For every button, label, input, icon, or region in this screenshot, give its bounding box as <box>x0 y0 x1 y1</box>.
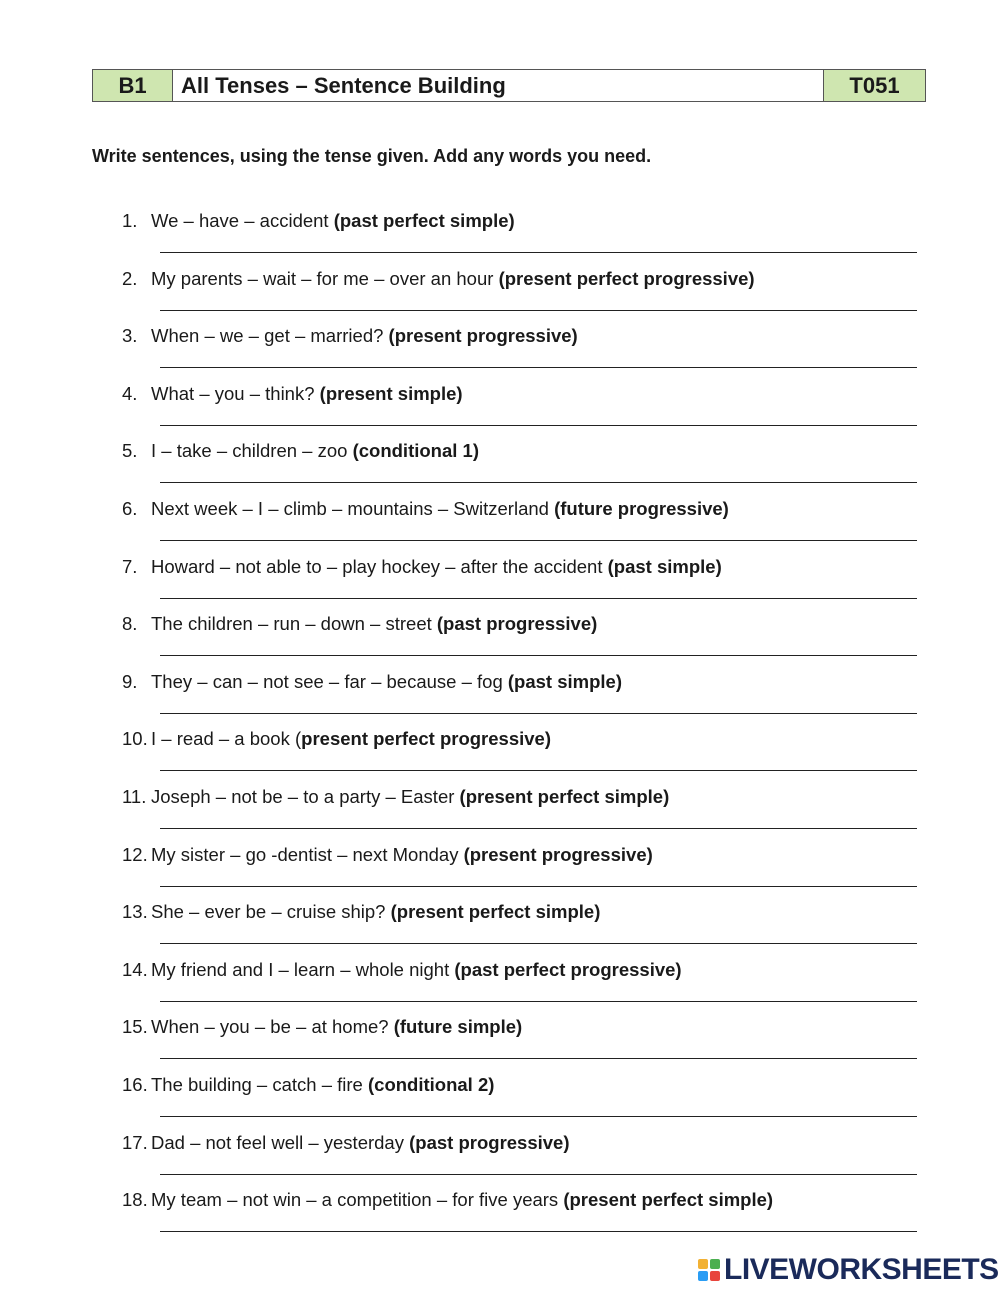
item-prompt <box>151 1072 494 1098</box>
tense-label: (present perfect simple) <box>563 1189 774 1211</box>
prompt-words: What – you – think? <box>151 382 320 404</box>
worksheet-code: T051 <box>824 70 925 101</box>
liveworksheets-logo-icon <box>698 1259 720 1281</box>
prompt-words: She – ever be – cruise ship? <box>151 901 391 923</box>
item-number: 11. <box>122 786 147 807</box>
prompt-words: My parents – wait – for me – over an hour <box>151 267 499 289</box>
exercise-item <box>0 842 1000 900</box>
item-number: 15. <box>122 1016 148 1038</box>
item-number: 4. <box>122 382 138 404</box>
exercise-item <box>0 1014 1000 1072</box>
item-prompt <box>151 784 669 810</box>
prompt-words: My friend and I – learn – whole night <box>151 958 455 980</box>
prompt-words: When – you – be – at home? <box>151 1016 394 1038</box>
logo-tile <box>710 1259 720 1269</box>
item-prompt <box>151 611 597 637</box>
exercise-item <box>0 381 1000 439</box>
answer-input[interactable] <box>160 252 917 253</box>
item-number: 2. <box>122 267 138 289</box>
exercise-item <box>0 1130 1000 1188</box>
prompt-words: We – have – accident <box>151 210 334 231</box>
exercise-item <box>0 496 1000 554</box>
tense-label: (past progressive) <box>409 1131 570 1153</box>
answer-input[interactable] <box>160 713 917 714</box>
exercise-item <box>0 266 1000 324</box>
answer-input[interactable] <box>160 425 917 426</box>
item-prompt <box>151 1187 773 1213</box>
exercise-item <box>0 726 1000 784</box>
answer-input[interactable] <box>160 828 917 829</box>
exercise-item <box>0 438 1000 496</box>
exercise-item <box>0 323 1000 381</box>
exercise-item <box>0 1187 1000 1245</box>
item-number: 8. <box>122 613 138 635</box>
item-number: 12. <box>122 843 148 865</box>
item-number: 1. <box>122 210 138 231</box>
item-prompt <box>151 726 551 752</box>
item-prompt <box>151 669 622 695</box>
answer-input[interactable] <box>160 655 917 656</box>
tense-label: (future simple) <box>393 1016 523 1038</box>
item-prompt <box>151 554 722 580</box>
item-prompt <box>151 266 755 292</box>
exercise-item <box>0 899 1000 957</box>
prompt-words: I – take – children – zoo <box>151 440 353 462</box>
tense-label: (future progressive) <box>554 498 729 519</box>
prompt-words: I – read – a book ( <box>151 728 302 750</box>
logo-tile <box>698 1259 708 1269</box>
prompt-words: My team – not win – a competition – for five years <box>151 1189 564 1211</box>
answer-input[interactable] <box>160 367 917 368</box>
answer-input[interactable] <box>160 1001 917 1002</box>
item-number: 17. <box>122 1131 148 1153</box>
item-prompt <box>151 842 653 868</box>
answer-input[interactable] <box>160 1231 917 1232</box>
answer-input[interactable] <box>160 943 917 944</box>
tense-label: (present perfect simple) <box>390 901 601 923</box>
answer-input[interactable] <box>160 310 917 311</box>
exercise-item <box>0 957 1000 1015</box>
prompt-words: The children – run – down – street <box>151 613 437 635</box>
item-number: 7. <box>122 555 138 577</box>
tense-label: (present perfect simple) <box>459 786 670 807</box>
prompt-words: Dad – not feel well – yesterday <box>151 1131 410 1153</box>
exercise-item <box>0 208 1000 266</box>
tense-label: present perfect progressive) <box>301 728 551 750</box>
answer-input[interactable] <box>160 482 917 483</box>
answer-input[interactable] <box>160 1058 917 1059</box>
tense-label: (present perfect progressive) <box>498 267 755 289</box>
item-number: 13. <box>122 901 148 923</box>
item-number: 9. <box>122 670 138 692</box>
tense-label: (past simple) <box>507 670 622 692</box>
tense-label: (present progressive) <box>463 843 653 865</box>
answer-input[interactable] <box>160 770 917 771</box>
tense-label: (past simple) <box>607 555 722 577</box>
answer-input[interactable] <box>160 1116 917 1117</box>
prompt-words: Joseph – not be – to a party – Easter <box>151 786 460 807</box>
brand-name: LIVEWORKSHEETS <box>724 1253 999 1286</box>
item-number: 16. <box>122 1074 148 1095</box>
item-number: 10. <box>122 728 148 750</box>
exercise-item <box>0 669 1000 727</box>
tense-label: (past progressive) <box>436 613 598 635</box>
tense-label: (conditional 2) <box>368 1074 495 1095</box>
item-prompt <box>151 323 578 349</box>
logo-tile <box>710 1271 720 1281</box>
logo-tile <box>698 1271 708 1281</box>
item-prompt <box>151 957 682 983</box>
exercise-item <box>0 554 1000 612</box>
tense-label: (past perfect simple) <box>333 210 515 231</box>
item-prompt <box>151 899 600 925</box>
answer-input[interactable] <box>160 886 917 887</box>
item-prompt <box>151 1014 522 1040</box>
answer-input[interactable] <box>160 598 917 599</box>
prompt-words: They – can – not see – far – because – fog <box>151 670 508 692</box>
item-number: 14. <box>122 958 148 980</box>
tense-label: (present simple) <box>319 382 463 404</box>
worksheet-title: All Tenses – Sentence Building <box>173 70 824 101</box>
tense-label: (past perfect progressive) <box>454 958 682 980</box>
item-prompt <box>151 381 463 407</box>
answer-input[interactable] <box>160 540 917 541</box>
exercise-item <box>0 611 1000 669</box>
answer-input[interactable] <box>160 1174 917 1175</box>
item-number: 6. <box>122 498 138 519</box>
prompt-words: My sister – go -dentist – next Monday <box>151 843 464 865</box>
instructions: Write sentences, using the tense given. Add any words you need. <box>92 146 652 166</box>
exercise-item <box>0 1072 1000 1130</box>
exercise-item <box>0 784 1000 842</box>
item-prompt <box>151 438 479 464</box>
level-cell: B1 <box>93 70 173 101</box>
prompt-words: The building – catch – fire <box>151 1074 368 1095</box>
tense-label: (conditional 1) <box>352 440 479 462</box>
item-prompt <box>151 1130 570 1156</box>
item-number: 3. <box>122 325 138 347</box>
item-number: 18. <box>122 1189 148 1211</box>
item-prompt <box>151 496 729 522</box>
item-prompt <box>151 208 515 234</box>
item-number: 5. <box>122 440 138 462</box>
prompt-words: When – we – get – married? <box>151 325 389 347</box>
tense-label: (present progressive) <box>388 325 578 347</box>
prompt-words: Next week – I – climb – mountains – Switzerland <box>151 498 555 519</box>
liveworksheets-brand <box>698 1253 999 1287</box>
prompt-words: Howard – not able to – play hockey – after the accident <box>151 555 608 577</box>
